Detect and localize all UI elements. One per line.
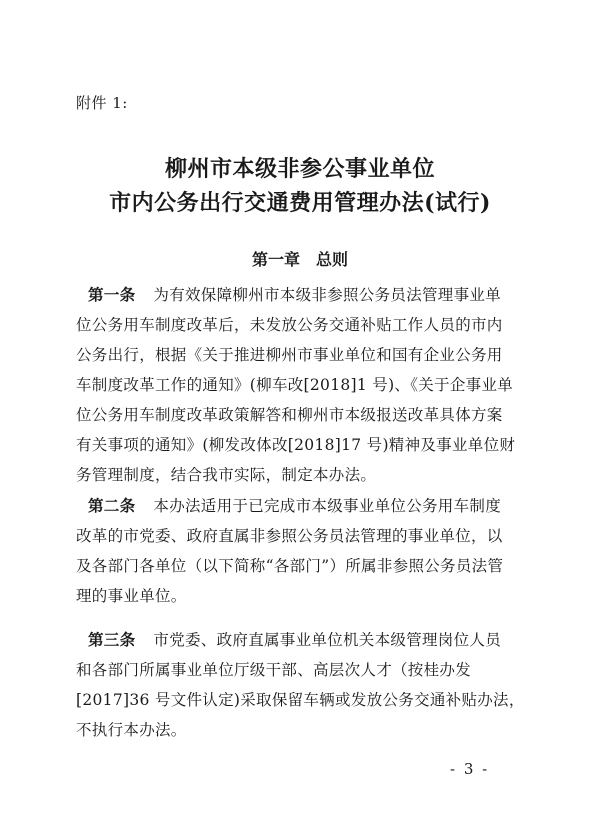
article-1-line-2: 位公务用车制度改革后，未发放公务交通补贴工作人员的市内 <box>76 316 503 334</box>
article-3-label: 第三条 <box>88 630 136 649</box>
article-1-line-6: 有关事项的通知》(柳发改体改[2018]17 号)精神及事业单位财 <box>76 436 516 454</box>
article-2-line-2: 改革的市党委、政府直属非参照公务员法管理的事业单位，以 <box>76 527 503 545</box>
article-1-line-4: 车制度改革工作的通知》(柳车改[2018]1 号)、《关于企事业单 <box>76 376 514 394</box>
chapter-heading: 第一章 总则 <box>251 250 348 269</box>
article-2-line-1 <box>88 494 501 516</box>
attachment-label: 附件 1: <box>76 94 128 112</box>
article-3-line-3: [2017]36 号文件认定)采取保留车辆或发放公务交通补贴办法， <box>76 691 525 709</box>
article-3-text: 市党委、政府直属事业单位机关本级管理岗位人员 <box>153 631 502 649</box>
article-2-line-4: 理的事业单位。 <box>76 587 187 605</box>
article-3-line-2: 和各部门所属事业单位厅级干部、高层次人才（按桂办发 <box>76 661 472 679</box>
document-title-line2: 市内公务出行交通费用管理办法(试行) <box>109 190 491 216</box>
article-1-line-5: 位公务用车制度改革政策解答和柳州市本级报送改革具体方案 <box>76 406 503 424</box>
article-1-label: 第一条 <box>88 285 136 304</box>
article-2-label: 第二条 <box>88 496 136 515</box>
article-2-line-3: 及各部门各单位（以下简称“各部门”）所属非参照公务员法管 <box>76 557 504 575</box>
article-3-line-4: 不执行本办法。 <box>76 721 187 739</box>
article-1-text: 为有效保障柳州市本级非参照公务员法管理事业单 <box>153 286 502 304</box>
document-title-line1: 柳州市本级非参公事业单位 <box>164 156 435 182</box>
article-1-line-1 <box>88 283 501 305</box>
article-3-line-1 <box>88 628 501 650</box>
article-1-line-7: 务管理制度，结合我市实际，制定本办法。 <box>76 466 377 484</box>
page-number: - 3 - <box>450 760 490 778</box>
article-1-line-3: 公务出行，根据《关于推进柳州市事业单位和国有企业公务用 <box>76 346 503 364</box>
article-2-text: 本办法适用于已完成市本级事业单位公务用车制度 <box>153 497 502 515</box>
